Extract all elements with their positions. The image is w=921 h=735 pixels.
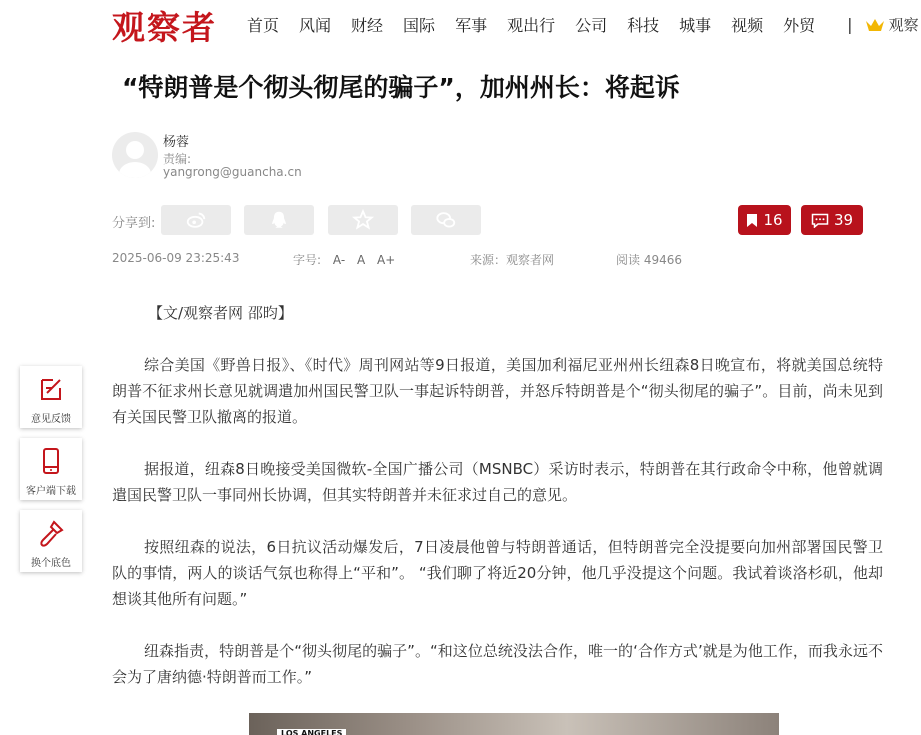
article-paragraph: 据报道，纽森8日晚接受美国微软-全国广播公司（MSNBC）采访时表示，特朗普在其行政命令中称，他曾就调遣国民警卫队一事同州长协调，但其实特朗普并未征求过自己的意见。 bbox=[112, 460, 883, 504]
share-qq-button[interactable] bbox=[244, 205, 314, 235]
article-image bbox=[249, 713, 779, 735]
image-caption-tag: LOS ANGELES bbox=[277, 729, 346, 735]
comment-button[interactable] bbox=[801, 205, 863, 235]
app-download-button[interactable] bbox=[20, 438, 82, 500]
article-title: “特朗普是个彻头彻尾的骗子”，加州州长：将起诉 bbox=[122, 73, 680, 102]
font-size-increase[interactable]: A+ bbox=[377, 253, 396, 267]
share-weibo-button[interactable] bbox=[161, 205, 231, 235]
crown-icon bbox=[865, 17, 885, 33]
author-email: yangrong@guancha.cn bbox=[163, 165, 302, 179]
article-paragraph: 按照纽森的说法，6日抗议活动爆发后，7日凌晨他曾与特朗普通话，但特朗普完全没提要向加州部署国民警卫队的事情，两人的谈话气氛也称得上“平和”。 “我们聊了将近20分钟，他几乎没提这个问题。我试着谈洛杉矶，他却想谈其他所有问题。” bbox=[112, 538, 883, 608]
feedback-edit-icon bbox=[36, 374, 66, 404]
nav-item-video[interactable]: 视频 bbox=[731, 16, 764, 35]
bookmark-button[interactable] bbox=[738, 205, 791, 235]
mobile-phone-icon bbox=[36, 446, 66, 476]
app-download-label: 客户端下载 bbox=[26, 486, 76, 497]
font-size-normal[interactable]: A bbox=[356, 253, 366, 267]
article-paragraph: 综合美国《野兽日报》、《时代》周刊网站等9日报道，美国加利福尼亚州州长纽森8日晚宣布，将就美国总统特朗普不征求州长意见就调遣加州国民警卫队一事起诉特朗普，并怒斥特朗普是个“彻头彻尾的骗子”。目前，尚未见到有关国民警卫队撤离的报道。 bbox=[112, 356, 883, 426]
nav-item-city[interactable]: 城事 bbox=[679, 16, 712, 35]
nav-item-fengwen[interactable]: 风闻 bbox=[299, 16, 332, 35]
change-background-label: 换个底色 bbox=[31, 558, 71, 569]
nav-item-tech[interactable]: 科技 bbox=[627, 16, 660, 35]
bookmark-icon bbox=[746, 213, 758, 228]
qq-icon bbox=[268, 209, 290, 231]
publish-datetime: 2025-06-09 23:25:43 bbox=[112, 251, 240, 265]
share-label: 分享到: bbox=[112, 216, 156, 231]
qzone-star-icon bbox=[352, 209, 374, 231]
font-size-label: 字号: bbox=[293, 253, 322, 267]
editor-label: 责编: bbox=[163, 152, 192, 166]
nav-item-international[interactable]: 国际 bbox=[403, 16, 436, 35]
site-logo[interactable]: 观察者 bbox=[112, 8, 217, 47]
nav-item-home[interactable]: 首页 bbox=[247, 16, 280, 35]
feedback-button[interactable] bbox=[20, 366, 82, 428]
weibo-icon bbox=[185, 209, 207, 231]
author-avatar[interactable] bbox=[112, 132, 158, 178]
comment-icon bbox=[811, 213, 829, 228]
vip-label: 观察 bbox=[888, 16, 919, 34]
read-count: 阅读 49466 bbox=[616, 253, 682, 267]
nav-item-travel[interactable]: 观出行 bbox=[507, 16, 556, 35]
nav-item-finance[interactable]: 财经 bbox=[351, 16, 384, 35]
article-source: 来源：观察者网 bbox=[470, 253, 555, 267]
author-name[interactable]: 杨蓉 bbox=[163, 135, 190, 150]
share-wechat-button[interactable] bbox=[411, 205, 481, 235]
nav-item-trade[interactable]: 外贸 bbox=[783, 16, 816, 35]
share-qzone-button[interactable] bbox=[328, 205, 398, 235]
nav-item-company[interactable]: 公司 bbox=[575, 16, 608, 35]
vip-link[interactable] bbox=[865, 14, 919, 35]
wechat-icon bbox=[435, 209, 457, 231]
change-background-button[interactable] bbox=[20, 510, 82, 572]
font-size-control bbox=[293, 251, 395, 268]
nav-item-military[interactable]: 军事 bbox=[455, 16, 488, 35]
main-nav bbox=[247, 13, 919, 36]
avatar-placeholder-icon bbox=[112, 132, 158, 178]
comment-count: 39 bbox=[833, 211, 854, 229]
article-byline: 【文/观察者网 邵昀】 bbox=[148, 304, 293, 322]
article-body bbox=[112, 300, 883, 690]
paint-brush-icon bbox=[36, 518, 66, 548]
feedback-label: 意见反馈 bbox=[31, 414, 71, 425]
font-size-decrease[interactable]: A- bbox=[332, 253, 346, 267]
article-paragraph: 纽森指责，特朗普是个“彻头彻尾的骗子”。“和这位总统没法合作，唯一的‘合作方式’就是为他工作，而我永远不会为了唐纳德·特朗普而工作。” bbox=[112, 642, 883, 686]
nav-separator: | bbox=[847, 15, 853, 34]
bookmark-count: 16 bbox=[763, 211, 783, 229]
